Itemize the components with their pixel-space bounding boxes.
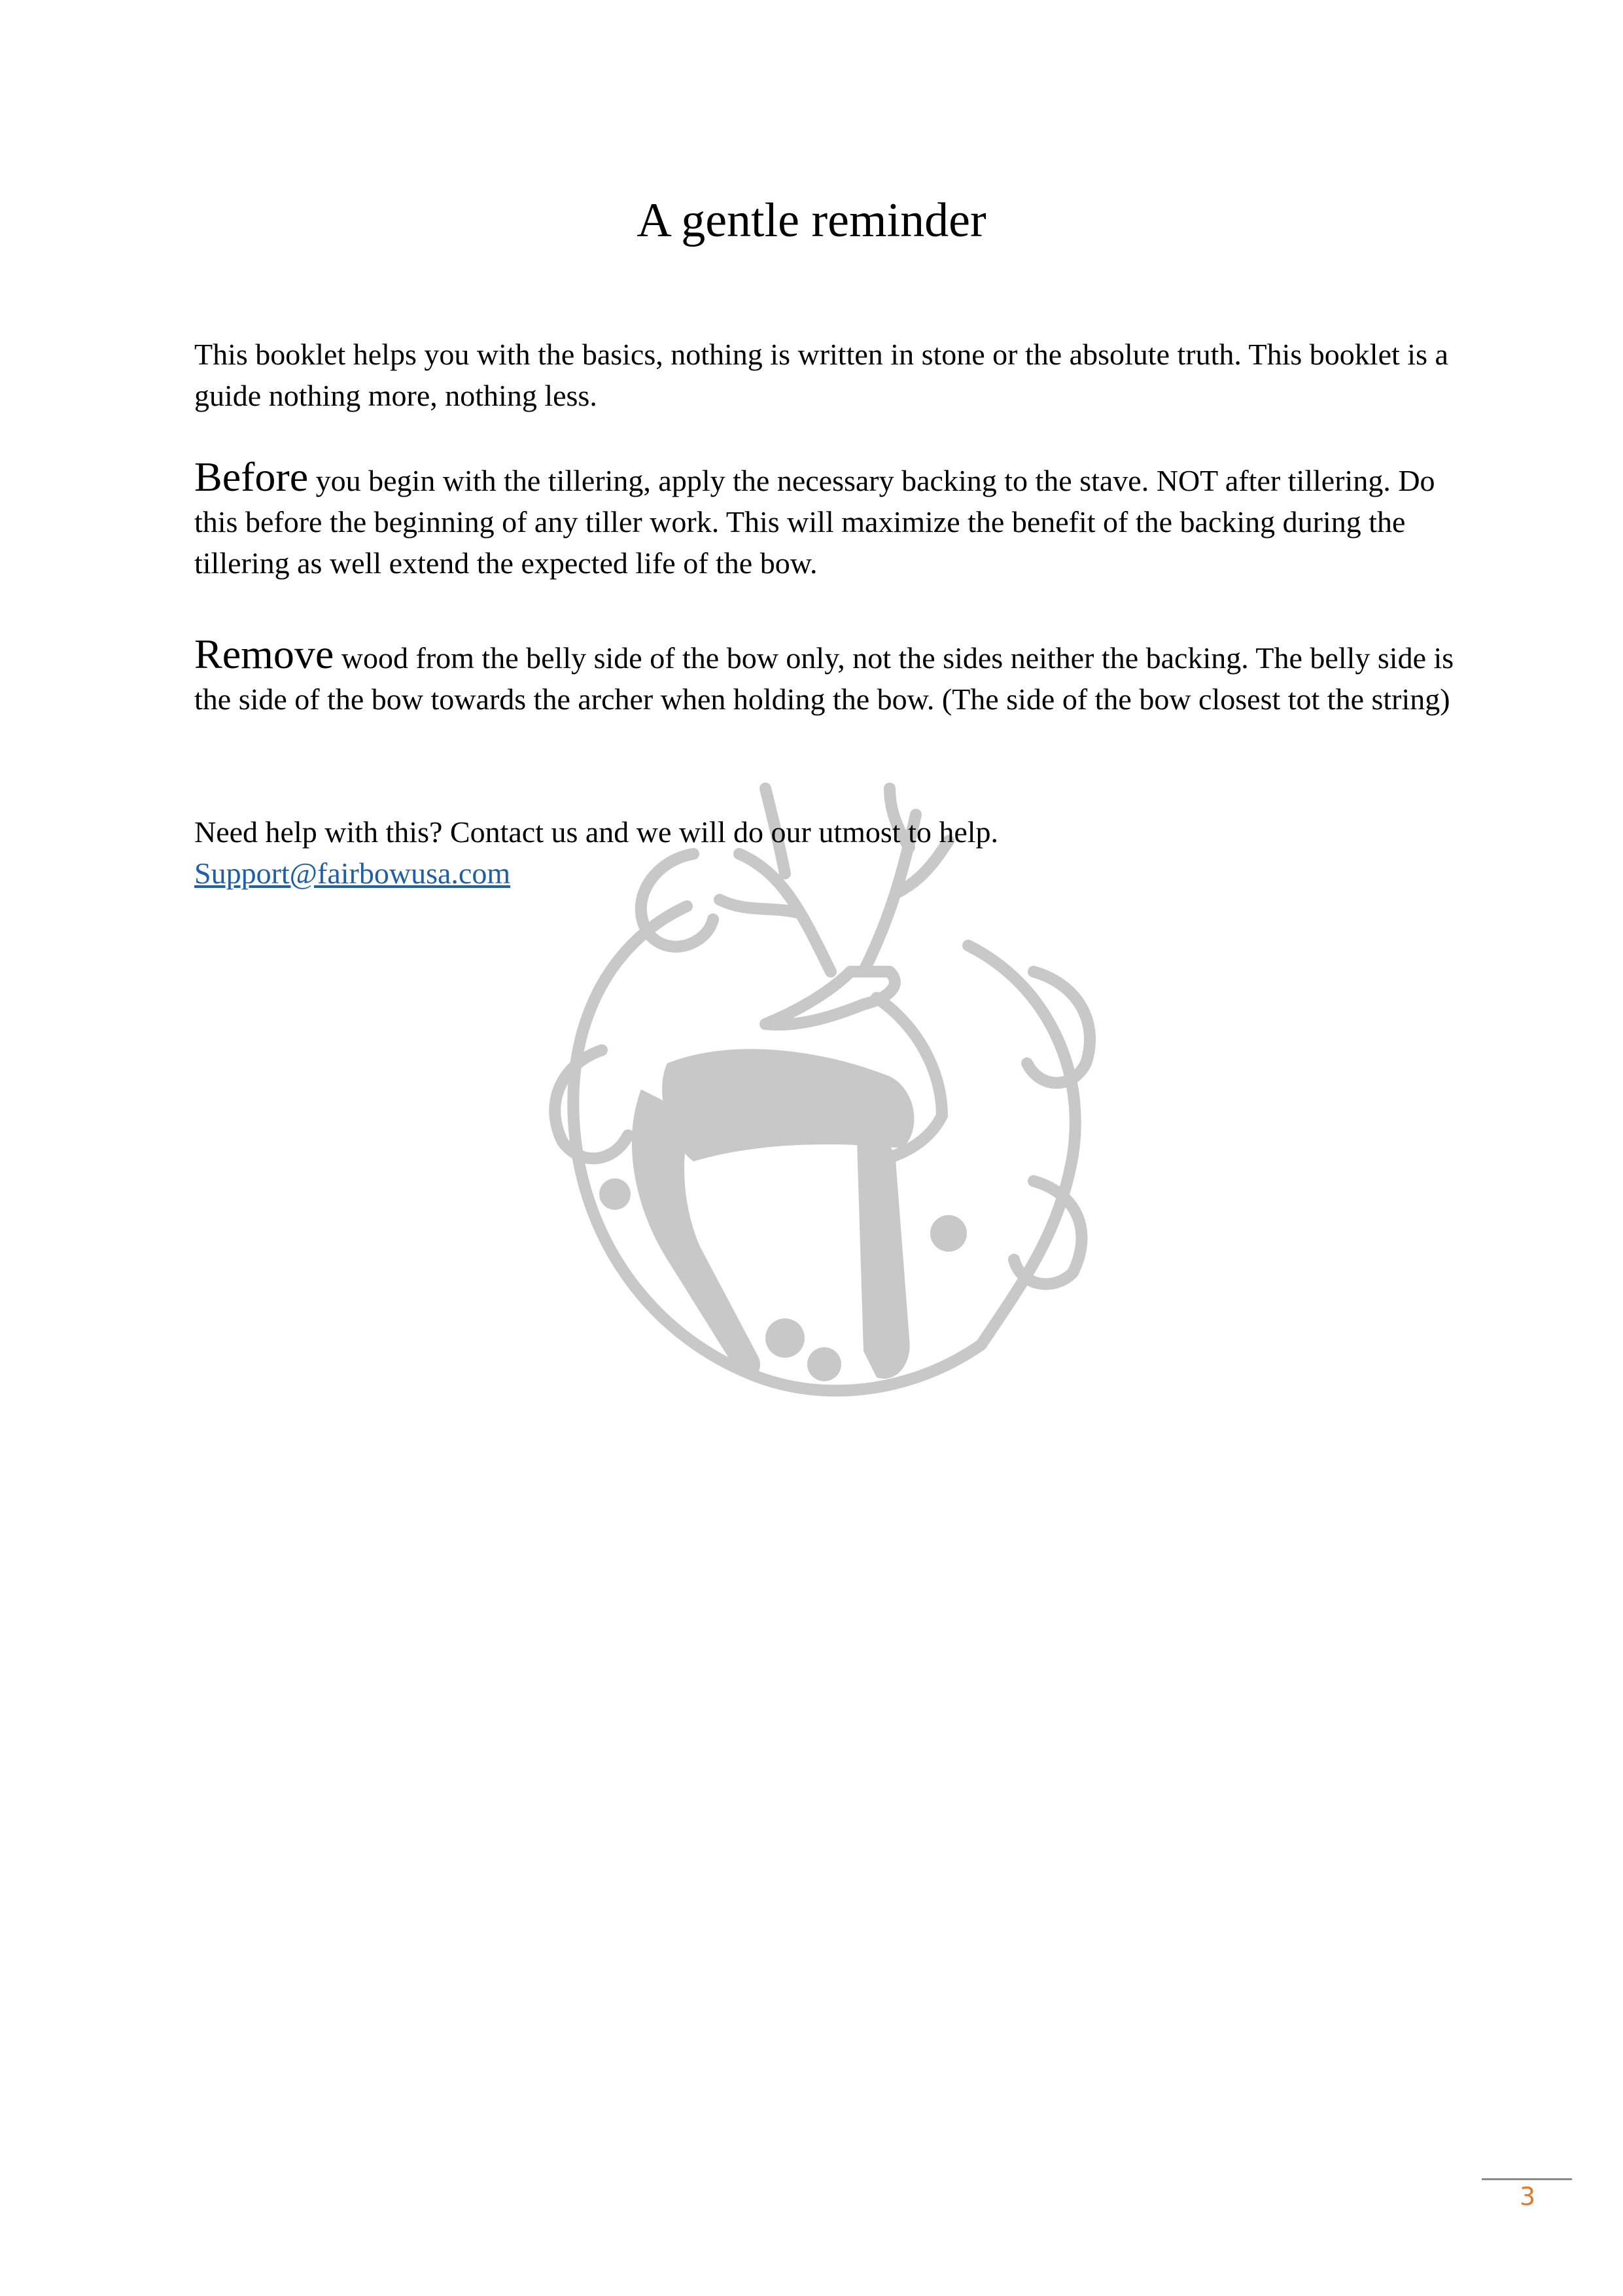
help-paragraph xyxy=(194,811,1457,894)
page-number: 3 xyxy=(1519,2182,1536,2211)
before-paragraph-text: you begin with the tillering, apply the necessary backing to the stave. NOT after tillering. Do this before the beginning of any tiller work. This will maximize the benefit of the backing during the tillering as well extend the expected life of the bow. xyxy=(194,464,1435,580)
support-email-link[interactable]: Support@fairbowusa.com xyxy=(194,857,511,890)
intro-paragraph: This booklet helps you with the basics, nothing is written in stone or the absolute truth. This booklet is a guide nothing more, nothing less. xyxy=(194,338,1448,412)
page-title: A gentle reminder xyxy=(637,194,986,247)
remove-paragraph-text: wood from the belly side of the bow only, not the sides neither the backing. The belly side is the side of the bow towards the archer when holding the bow. (The side of the bow closest tot the string) xyxy=(194,641,1454,716)
footer-divider xyxy=(1482,2178,1572,2180)
before-paragraph xyxy=(194,453,1457,584)
remove-paragraph xyxy=(194,633,1457,720)
remove-lead-word: Remove xyxy=(194,631,334,677)
help-text: Need help with this? Contact us and we will do our utmost to help. xyxy=(194,815,999,849)
before-lead-word: Before xyxy=(194,453,309,500)
